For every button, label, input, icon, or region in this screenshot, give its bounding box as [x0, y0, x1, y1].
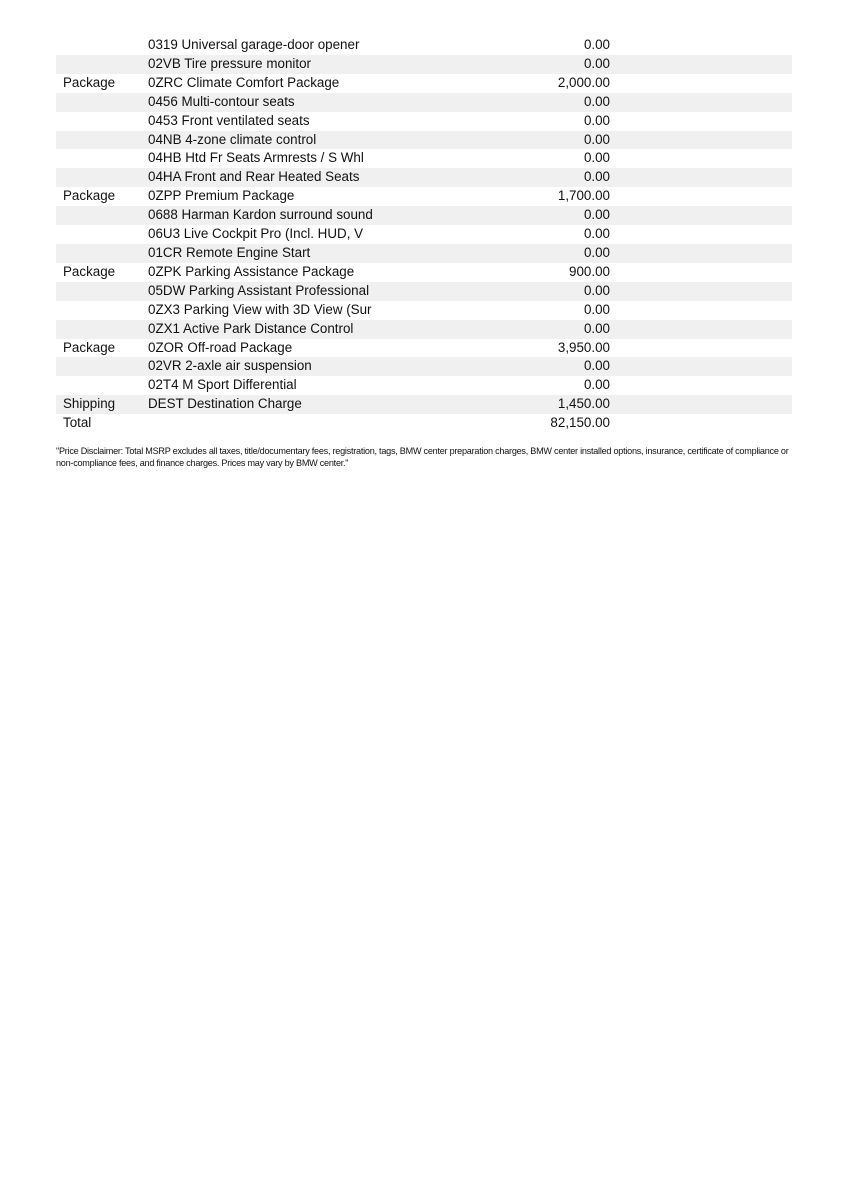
- row-description: 06U3 Live Cockpit Pro (Incl. HUD, V: [148, 226, 364, 242]
- row-spacer: [610, 414, 792, 433]
- row-price: 82,150.00: [550, 415, 610, 431]
- table-row: [56, 301, 792, 320]
- row-category: Package: [63, 188, 116, 204]
- row-category: [56, 131, 148, 150]
- table-row: [56, 357, 792, 376]
- price-breakdown-table: [56, 36, 792, 433]
- row-description: 04NB 4-zone climate control: [148, 131, 317, 147]
- row-spacer: [610, 282, 792, 301]
- table-row: [56, 55, 792, 74]
- row-description: 01CR Remote Engine Start: [148, 244, 311, 260]
- row-category: [56, 168, 148, 187]
- row-category: [56, 225, 148, 244]
- row-description: 0688 Harman Kardon surround sound: [148, 207, 373, 223]
- table-row: [56, 131, 792, 150]
- row-spacer: [610, 263, 792, 282]
- row-spacer: [610, 93, 792, 112]
- row-spacer: [610, 301, 792, 320]
- row-category: [56, 320, 148, 339]
- row-category: [56, 112, 148, 131]
- row-category: [56, 282, 148, 301]
- row-spacer: [610, 131, 792, 150]
- row-spacer: [610, 395, 792, 414]
- row-category: Shipping: [63, 396, 116, 412]
- row-spacer: [610, 149, 792, 168]
- table-row: [56, 376, 792, 395]
- row-price: 0.00: [583, 150, 610, 166]
- table-row: [56, 168, 792, 187]
- price-rows: [56, 36, 792, 433]
- row-spacer: [610, 320, 792, 339]
- row-spacer: [610, 168, 792, 187]
- table-row: [56, 112, 792, 131]
- row-spacer: [610, 112, 792, 131]
- row-price: 0.00: [583, 226, 610, 242]
- row-price: 0.00: [583, 37, 610, 52]
- row-description: 0ZOR Off-road Package: [148, 339, 293, 355]
- row-spacer: [610, 187, 792, 206]
- row-description: 0ZRC Climate Comfort Package: [148, 74, 340, 90]
- row-price: 0.00: [583, 358, 610, 374]
- table-row: [56, 36, 792, 55]
- row-category: [56, 206, 148, 225]
- row-category: [56, 376, 148, 395]
- table-row: [56, 225, 792, 244]
- row-category: Package: [63, 74, 116, 90]
- table-row: [56, 395, 792, 414]
- row-description: 02T4 M Sport Differential: [148, 377, 297, 393]
- row-description: 02VR 2-axle air suspension: [148, 358, 312, 374]
- table-row: [56, 74, 792, 93]
- row-spacer: [610, 55, 792, 74]
- row-category: [56, 93, 148, 112]
- row-spacer: [610, 244, 792, 263]
- row-category: Total: [63, 415, 92, 431]
- row-spacer: [610, 339, 792, 358]
- table-row: [56, 320, 792, 339]
- row-price: 900.00: [569, 263, 610, 279]
- table-row: [56, 93, 792, 112]
- row-category: Package: [63, 339, 116, 355]
- row-category: Package: [63, 263, 116, 279]
- row-price: 0.00: [583, 93, 610, 109]
- row-price: 1,700.00: [557, 188, 610, 204]
- row-description: 0ZPK Parking Assistance Package: [148, 263, 355, 279]
- table-row: [56, 149, 792, 168]
- row-category: [56, 36, 148, 55]
- row-spacer: [610, 36, 792, 55]
- row-price: 0.00: [583, 112, 610, 128]
- row-description: DEST Destination Charge: [148, 396, 302, 412]
- row-description: 0456 Multi-contour seats: [148, 93, 295, 109]
- row-spacer: [610, 225, 792, 244]
- row-spacer: [610, 74, 792, 93]
- row-price: 1,450.00: [557, 396, 610, 412]
- row-description: 05DW Parking Assistant Professional: [148, 282, 370, 298]
- row-category: [56, 149, 148, 168]
- row-description: 0ZX1 Active Park Distance Control: [148, 320, 354, 336]
- row-price: 0.00: [583, 207, 610, 223]
- row-price: 0.00: [583, 282, 610, 298]
- table-row: [56, 206, 792, 225]
- row-description: 0319 Universal garage-door opener: [148, 37, 360, 52]
- row-category: [56, 244, 148, 263]
- row-description: 0ZX3 Parking View with 3D View (Sur: [148, 301, 372, 317]
- table-row: [56, 339, 792, 358]
- row-description: 02VB Tire pressure monitor: [148, 55, 311, 71]
- row-spacer: [610, 357, 792, 376]
- row-spacer: [610, 376, 792, 395]
- row-price: 0.00: [583, 377, 610, 393]
- table-row: [56, 282, 792, 301]
- row-category: [56, 357, 148, 376]
- table-row: [56, 244, 792, 263]
- row-price: 0.00: [583, 244, 610, 260]
- row-price: 3,950.00: [557, 339, 610, 355]
- row-description: 04HA Front and Rear Heated Seats: [148, 169, 360, 185]
- total-row: [56, 414, 792, 433]
- row-category: [56, 55, 148, 74]
- table-row: [56, 187, 792, 206]
- row-price: 0.00: [583, 320, 610, 336]
- row-price: 0.00: [583, 131, 610, 147]
- row-description: 04HB Htd Fr Seats Armrests / S Whl: [148, 150, 364, 166]
- price-disclaimer: "Price Disclaimer: Total MSRP excludes all taxes, title/documentary fees, registration, tags, BMW center preparation charges, BMW center installed options, insurance, certificate of compliance or non-compliance fees, and finance charges. Prices may vary by BMW center.": [56, 446, 789, 468]
- table-row: [56, 263, 792, 282]
- row-price: 2,000.00: [557, 74, 610, 90]
- row-spacer: [610, 206, 792, 225]
- row-description: 0453 Front ventilated seats: [148, 112, 310, 128]
- row-price: 0.00: [583, 169, 610, 185]
- row-description: 0ZPP Premium Package: [148, 188, 295, 204]
- row-description: [148, 414, 388, 433]
- row-price: 0.00: [583, 55, 610, 71]
- row-price: 0.00: [583, 301, 610, 317]
- row-category: [56, 301, 148, 320]
